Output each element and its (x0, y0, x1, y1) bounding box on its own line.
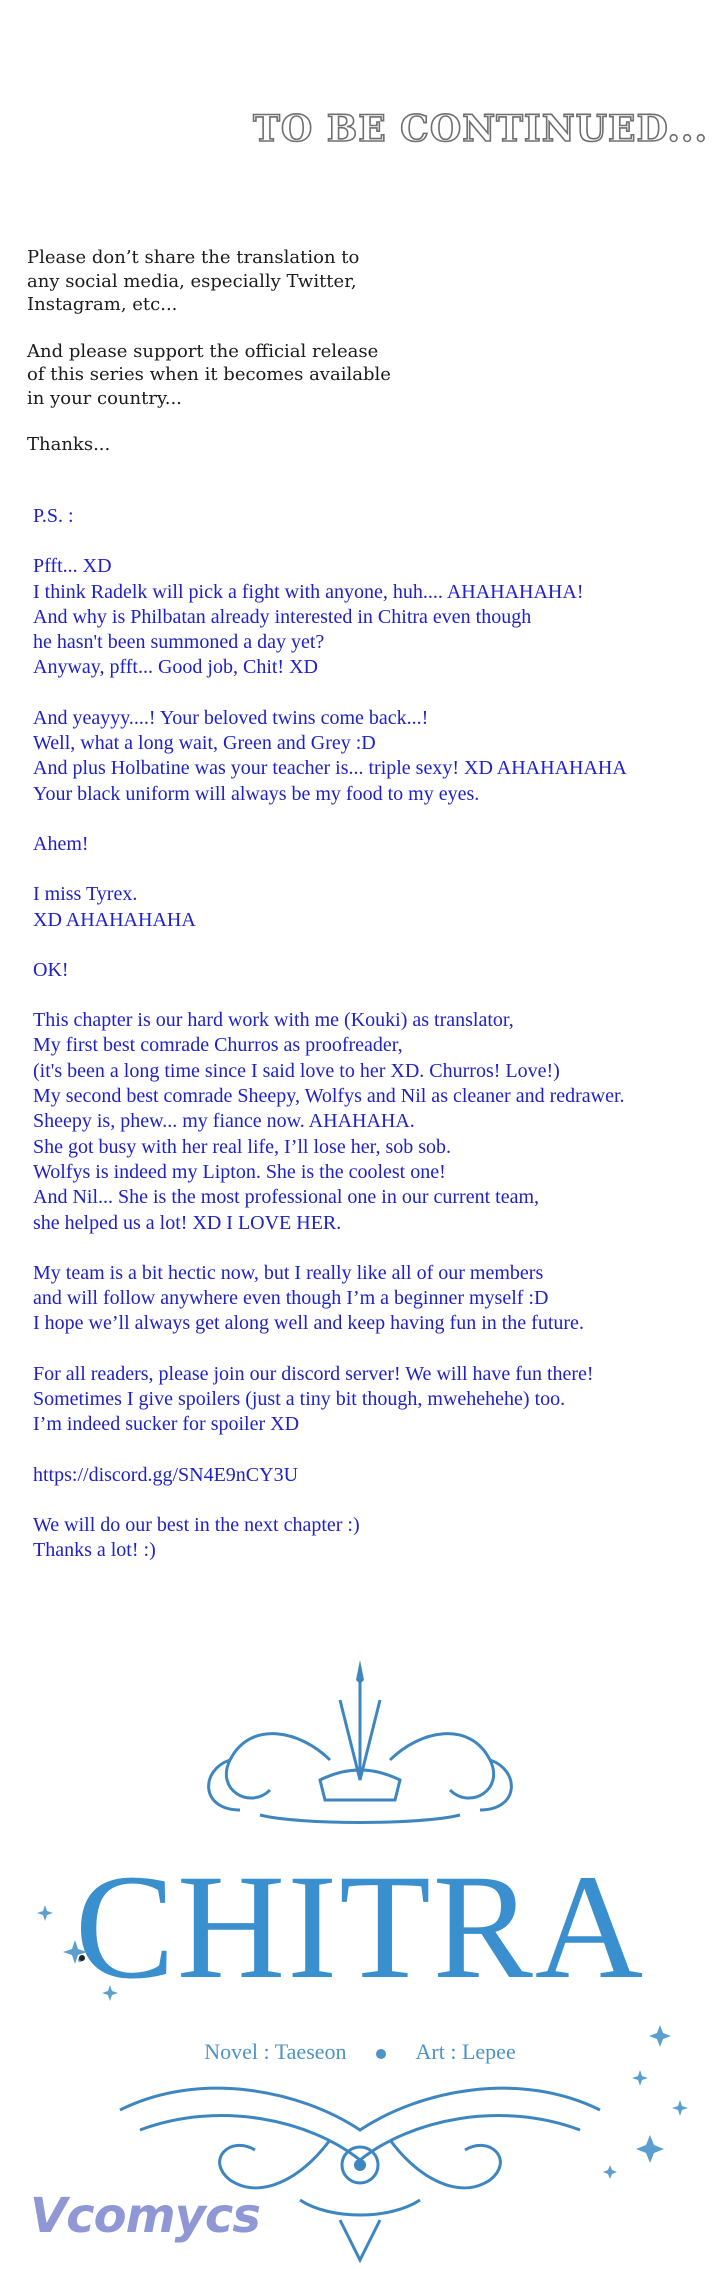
notice-paragraph: And please support the official release of this series when it becomes available in your country... (27, 340, 391, 409)
translator-note (33, 504, 713, 1589)
separator-dot-icon (376, 2049, 386, 2059)
note-paragraph: We will do our best in the next chapter :) Thanks a lot! :) (33, 1513, 360, 1562)
series-title: CHITRA (74, 1844, 646, 2010)
art-credit: Art : Lepee (415, 2039, 516, 2064)
discord-link[interactable]: https://discord.gg/SN4E9nCY3U (33, 1463, 299, 1486)
note-paragraph: Ahem! (33, 832, 89, 855)
notice-block (27, 246, 507, 480)
scanlator-logo: Vcomycs (30, 2188, 260, 2244)
notice-paragraph: Thanks... (27, 434, 111, 455)
note-paragraph: My team is a bit hectic now, but I really like all of our members and will follow anywhere even though I’m a beginner myself :D I hope we’ll always get along well and keep having fun in the future. (33, 1261, 584, 1335)
note-paragraph: For all readers, please join our discord server! We will have fun there! Sometimes I give spoilers (just a tiny bit though, mwehehehe) too. I’m indeed sucker for spoiler XD (33, 1362, 594, 1436)
note-paragraph: I miss Tyrex. XD AHAHAHAHA (33, 883, 196, 931)
credits-line (0, 2039, 720, 2065)
note-paragraph: And yeayyy....! Your beloved twins come back...! Well, what a long wait, Green and Grey :D And plus Holbatine was your teacher is... triple sexy! XD AHAHAHAHA Your black uniform will always be my food to my eyes. (33, 706, 627, 805)
note-paragraph: P.S. : (33, 505, 74, 527)
note-paragraph: OK! (33, 958, 69, 981)
note-paragraph: Pfft... XD I think Radelk will pick a fight with anyone, huh.... AHAHAHAHA! And why is Philbatan already interested in Chitra even though he hasn't been summoned a day yet? Anyway, pfft... Good job, Chit! XD (33, 555, 584, 679)
notice-paragraph: Please don’t share the translation to any social media, especially Twitter, Instagram, etc... (27, 247, 360, 315)
to-be-continued-heading: TO BE CONTINUED... (253, 108, 708, 150)
novel-credit: Novel : Taeseon (204, 2039, 347, 2064)
note-paragraph: This chapter is our hard work with me (Kouki) as translator, My first best comrade Churros as proofreader, (it's been a long time since I said love to her XD. Churros! Love!) My second best comrade Sheepy, Wolfys and Nil as cleaner and redrawer. Sheepy is, phew... my fiance now. AHAHAHA. She got busy with her real life, I’ll lose her, sob sob. Wolfys is indeed my Lipton. She is the coolest one! And Nil... She is the most professional one in our current team, she helped us a lot! XD I LOVE HER. (33, 1009, 625, 1234)
